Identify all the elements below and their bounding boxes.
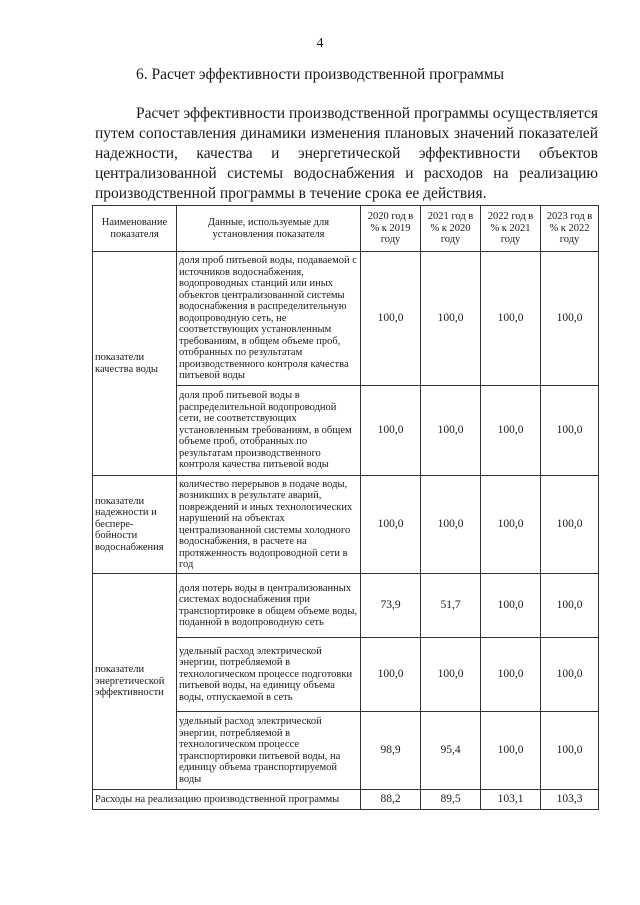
total-2020: 88,2 [361, 790, 421, 810]
row-description: удельный расход электрической энергии, потребляемой в технологическом процессе транспортировки питьевой воды, на единицу объема транспортируемой воды [177, 712, 361, 790]
value-2023: 100,0 [541, 574, 599, 638]
value-2023: 100,0 [541, 712, 599, 790]
row-description: доля потерь воды в централизованных системах водоснабжения при транспортировке в общем объеме воды, поданной в водопроводную сеть [177, 574, 361, 638]
value-2023: 100,0 [541, 476, 599, 574]
value-2020: 100,0 [361, 252, 421, 386]
row-description: доля проб питьевой воды, подаваемой с источников водоснабжения, водопроводных станций или иных объектов централизованной системы водоснабжения в распределительную водопроводную сеть, не соответствующих установленным требованиям, в общем объеме проб, отобранных по результатам производственного контроля качества питьевой воды [177, 252, 361, 386]
header-2023: 2023 год в % к 2022 году [541, 206, 599, 252]
value-2021: 100,0 [421, 638, 481, 712]
value-2021: 51,7 [421, 574, 481, 638]
value-2020: 100,0 [361, 638, 421, 712]
page-number: 4 [316, 36, 324, 51]
value-2022: 100,0 [481, 638, 541, 712]
value-2020: 98,9 [361, 712, 421, 790]
value-2022: 100,0 [481, 252, 541, 386]
value-2022: 100,0 [481, 476, 541, 574]
group-name: показатели качества воды [93, 252, 177, 476]
table-row [93, 574, 599, 638]
header-2020: 2020 год в % к 2019 году [361, 206, 421, 252]
value-2022: 100,0 [481, 574, 541, 638]
paragraph-line: Расчет эффективности производственной программы осуществляется [136, 105, 598, 122]
group-name: показатели энергетической эффективности [93, 574, 177, 790]
total-label: Расходы на реализацию производственной программы [93, 790, 361, 810]
table-row [93, 252, 599, 386]
row-description: удельный расход электрической энергии, потребляемой в технологическом процессе подготовки питьевой воды, на единицу объема воды, отпускаемой в сеть [177, 638, 361, 712]
header-2021: 2021 год в % к 2020 году [421, 206, 481, 252]
paragraph-line: производственной программы в течение срока ее действия. [95, 185, 487, 202]
total-2022: 103,1 [481, 790, 541, 810]
value-2023: 100,0 [541, 386, 599, 476]
total-row [93, 790, 599, 810]
intro-paragraph [95, 104, 598, 204]
value-2021: 95,4 [421, 712, 481, 790]
value-2020: 100,0 [361, 476, 421, 574]
total-2023: 103,3 [541, 790, 599, 810]
efficiency-table [92, 205, 599, 810]
table-row [93, 476, 599, 574]
value-2021: 100,0 [421, 386, 481, 476]
value-2023: 100,0 [541, 638, 599, 712]
header-2022: 2022 год в % к 2021 году [481, 206, 541, 252]
value-2020: 100,0 [361, 386, 421, 476]
paragraph-line: надежности, качества и энергетической эффективности объектов [95, 145, 598, 162]
paragraph-line: централизованной системы водоснабжения и расходов на реализацию [95, 165, 598, 182]
group-name: показатели надежности и беспере-бойности водоснабжения [93, 476, 177, 574]
section-title: 6. Расчет эффективности производственной программы [136, 66, 504, 83]
paragraph-line: путем сопоставления динамики изменения плановых значений показателей [95, 125, 598, 142]
value-2023: 100,0 [541, 252, 599, 386]
value-2022: 100,0 [481, 386, 541, 476]
value-2020: 73,9 [361, 574, 421, 638]
header-name: Наименование показателя [93, 206, 177, 252]
value-2022: 100,0 [481, 712, 541, 790]
header-data: Данные, используемые для установления показателя [177, 206, 361, 252]
value-2021: 100,0 [421, 476, 481, 574]
row-description: доля проб питьевой воды в распределительной водопроводной сети, не соответствующих установленным требованиям, в общем объеме проб, отобранных по результатам производственного контроля качества питьевой воды [177, 386, 361, 476]
row-description: количество перерывов в подаче воды, возникших в результате аварий, повреждений и иных технологических нарушений на объектах централизованной системы холодного водоснабжения, в расчете на протяженность водопроводной сети в год [177, 476, 361, 574]
total-2021: 89,5 [421, 790, 481, 810]
table-header-row [93, 206, 599, 252]
value-2021: 100,0 [421, 252, 481, 386]
